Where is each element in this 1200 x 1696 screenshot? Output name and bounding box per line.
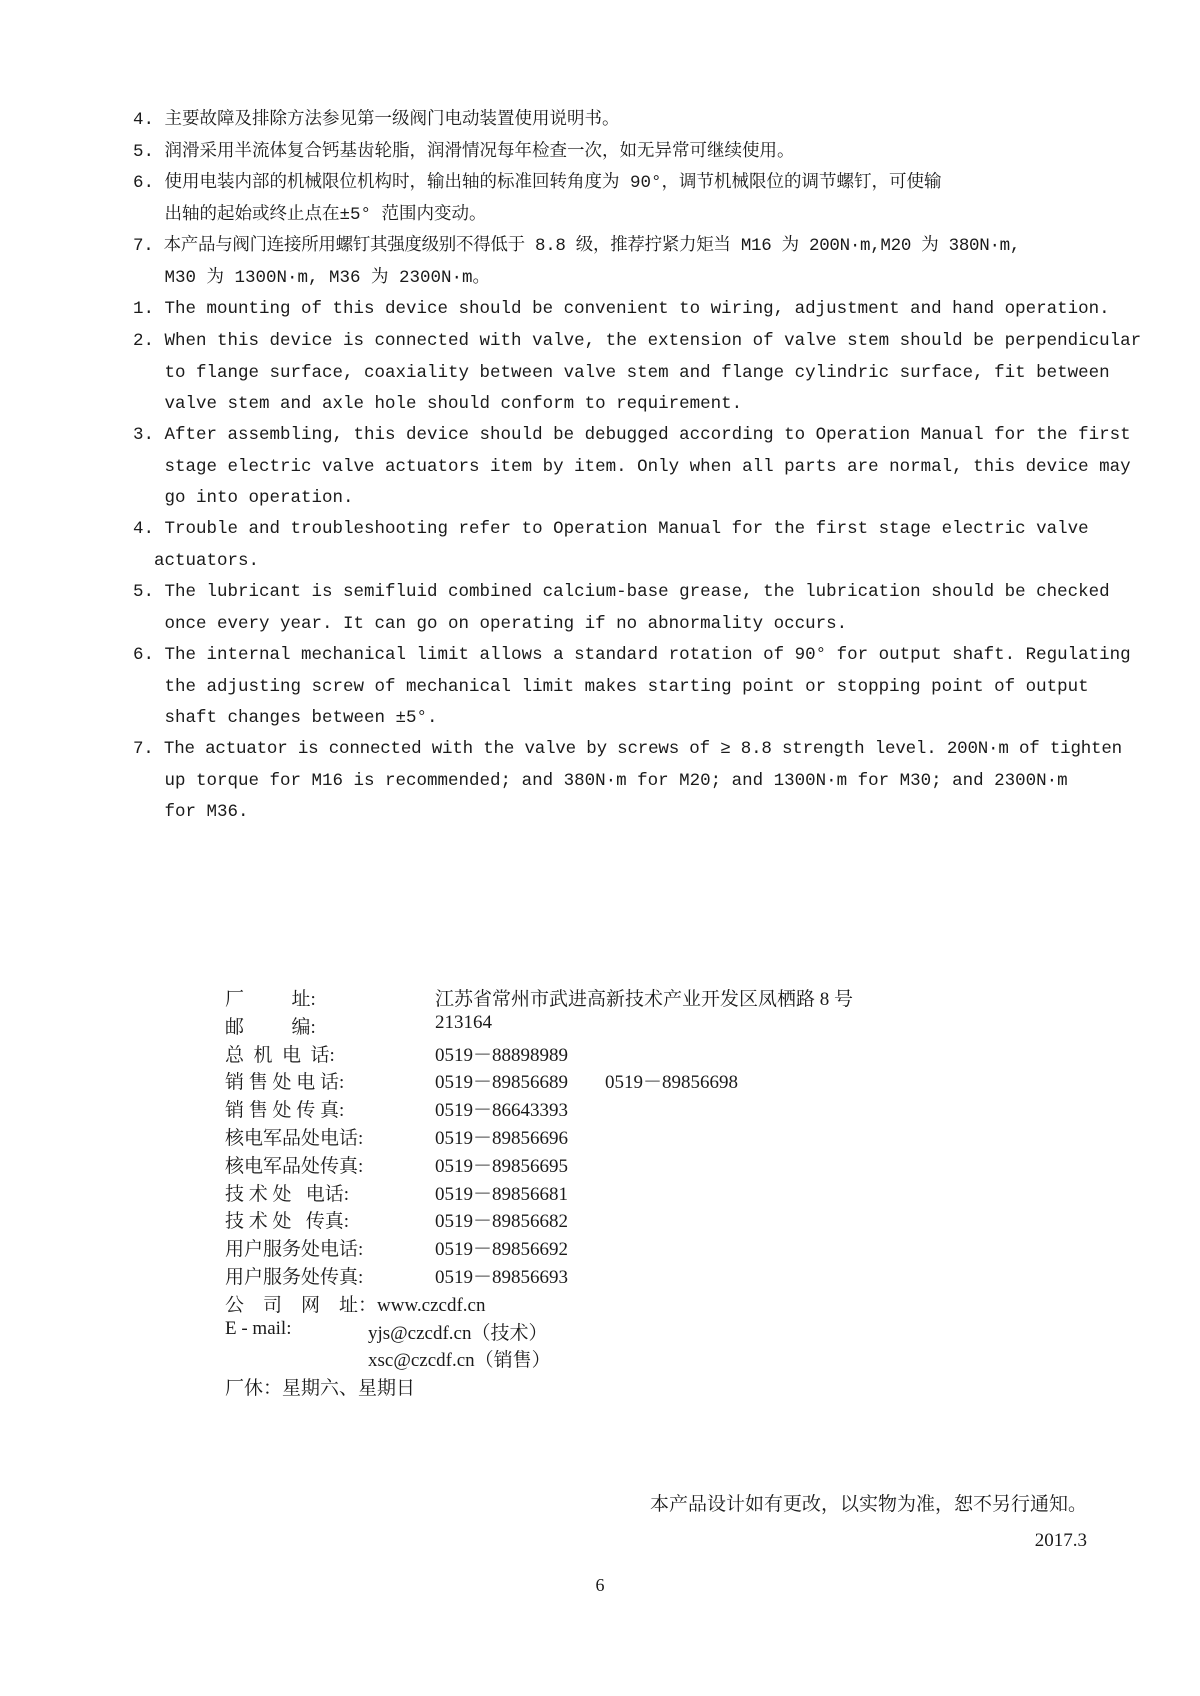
nuclear-fax-label: 核电军品处传真:	[225, 1155, 364, 1177]
page-number: 6	[595, 1575, 605, 1595]
en-item-6-line-3: shaft changes between ±5°.	[133, 708, 438, 728]
service-tel-label: 用户服务处电话:	[225, 1239, 364, 1261]
postcode-value: 213164	[435, 1011, 492, 1033]
service-fax-label: 用户服务处传真:	[225, 1266, 364, 1288]
en-item-3	[133, 420, 1131, 515]
en-item-2-line-3: valve stem and axle hole should conform to requirement.	[133, 394, 743, 414]
en-item-3-line-1: 3. After assembling, this device should be debugged according to Operation Manual for the first	[133, 425, 1131, 445]
cn-item-5-line-1: 5. 润滑采用半流体复合钙基齿轮脂，润滑情况每年检查一次，如无异常可继续使用。	[133, 142, 795, 162]
nuclear-tel-value: 0519－89856696	[435, 1127, 569, 1149]
en-item-2-line-2: to flange surface, coaxiality between valve stem and flange cylindric surface, fit between	[133, 362, 1110, 383]
switchboard-label: 总 机 电 话:	[225, 1044, 335, 1066]
cn-item-4	[133, 105, 1103, 137]
cn-item-6	[133, 168, 1103, 231]
email-label: E - mail:	[225, 1317, 292, 1339]
en-item-7-line-3: for M36.	[133, 802, 249, 822]
address-label: 厂 址:	[225, 989, 316, 1010]
cn-item-6-line-2: 出轴的起始或终止点在±5° 范围内变动。	[133, 204, 487, 225]
tech-tel-label: 技 术 处 电话:	[225, 1183, 350, 1205]
sales-tel-value-2: 0519－89856698	[605, 1072, 739, 1094]
cn-item-6-line-1: 6. 使用电装内部的机械限位机构时，输出轴的标准回转角度为 90°，调节机械限位的调节螺钉，可使输	[133, 173, 942, 193]
service-fax-value: 0519－89856693	[435, 1266, 569, 1288]
switchboard-value: 0519－88898989	[435, 1044, 569, 1066]
cn-item-4-line-1: 4. 主要故障及排除方法参见第一级阀门电动装置使用说明书。	[133, 110, 620, 130]
address-value: 江苏省常州市武进高新技术产业开发区凤栖路 8 号	[435, 989, 854, 1010]
nuclear-fax-value: 0519－89856695	[435, 1155, 569, 1177]
cn-item-5	[133, 137, 1103, 169]
en-item-2	[133, 326, 1142, 421]
en-item-5-line-2: once every year. It can go on operating if no abnormality occurs.	[133, 613, 848, 634]
email-sales: xsc@czcdf.cn（销售）	[368, 1350, 551, 1372]
postcode-label: 邮 编:	[225, 1016, 316, 1038]
en-item-2-line-1: 2. When this device is connected with valve, the extension of valve stem should be perpendicular	[133, 331, 1142, 351]
en-item-4-line-1: 4. Trouble and troubleshooting refer to Operation Manual for the first stage electric valve	[133, 519, 1089, 539]
en-item-1-line-1: 1. The mounting of this device should be convenient to wiring, adjustment and hand operation.	[133, 299, 1110, 319]
design-change-notice: 本产品设计如有更改，以实物为准，恕不另行通知。	[649, 1494, 1087, 1515]
sales-tel-value-1: 0519－89856689	[435, 1072, 569, 1094]
cn-item-7-line-2: M30 为 1300N·m, M36 为 2300N·m。	[133, 267, 491, 288]
en-item-5	[133, 577, 1110, 640]
en-item-7	[133, 734, 1122, 829]
sales-fax-value: 0519－86643393	[435, 1100, 569, 1122]
en-item-4	[133, 514, 1103, 577]
sales-fax-label: 销 售 处 传 真:	[225, 1100, 345, 1122]
en-item-7-line-1: 7. The actuator is connected with the valve by screws of ≥ 8.8 strength level. 200N·m of tighten	[133, 739, 1122, 759]
en-item-4-line-2: actuators.	[133, 550, 260, 571]
en-item-7-line-2: up torque for M16 is recommended; and 380N·m for M20; and 1300N·m for M30; and 2300N·m	[133, 770, 1068, 791]
en-item-6	[133, 640, 1131, 735]
sales-tel-label: 销 售 处 电 话:	[225, 1072, 345, 1094]
en-item-3-line-2: stage electric valve actuators item by item. Only when all parts are normal, this device may	[133, 456, 1131, 477]
nuclear-tel-label: 核电军品处电话:	[225, 1127, 364, 1149]
en-item-6-line-1: 6. The internal mechanical limit allows a standard rotation of 90° for output shaft. Regulating	[133, 645, 1131, 665]
cn-item-7	[133, 231, 1103, 294]
en-item-3-line-3: go into operation.	[133, 488, 354, 508]
tech-fax-value: 0519－89856682	[435, 1211, 569, 1233]
en-item-1	[133, 294, 1110, 326]
holiday-text: 厂休：星期六、星期日	[225, 1378, 416, 1400]
cn-item-7-line-1: 7. 本产品与阀门连接所用螺钉其强度级别不得低于 8.8 级，推荐拧紧力矩当 M16 为 200N·m,M20 为 380N·m,	[133, 236, 1021, 256]
service-tel-value: 0519－89856692	[435, 1239, 569, 1261]
en-item-5-line-1: 5. The lubricant is semifluid combined calcium-base grease, the lubrication should be checked	[133, 582, 1110, 602]
tech-tel-value: 0519－89856681	[435, 1183, 569, 1205]
website-text: 公 司 网 址：www.czcdf.cn	[225, 1294, 486, 1316]
publication-date: 2017.3	[1034, 1530, 1087, 1551]
en-item-6-line-2: the adjusting screw of mechanical limit makes starting point or stopping point of output	[133, 676, 1089, 697]
email-tech: yjs@czcdf.cn（技术）	[368, 1322, 548, 1344]
tech-fax-label: 技 术 处 传真:	[225, 1211, 350, 1233]
